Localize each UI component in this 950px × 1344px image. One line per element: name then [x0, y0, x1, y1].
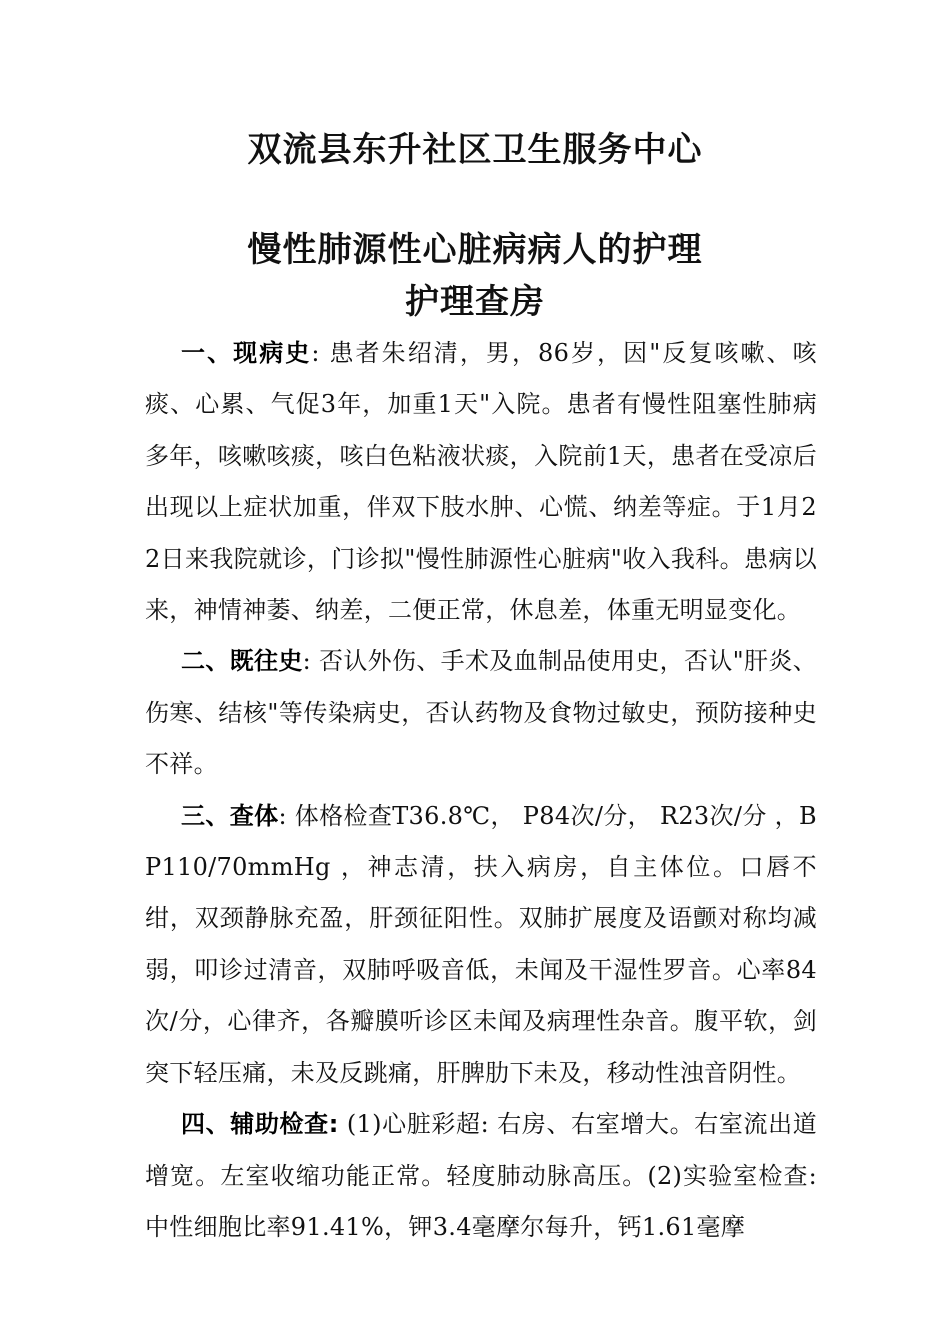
section-present-illness: [145, 328, 817, 636]
section-text: : 患者朱绍清，男，86岁，因"反复咳嗽、咳痰、心累、气促3年，加重1天"入院。患者有慢性阻塞性肺病多年，咳嗽咳痰，咳白色粘液状痰，入院前1天，患者在受凉后出现以上症状加重，伴双下肢水肿、心慌、纳差等症。于1月22日来我院就诊，门诊拟"慢性肺源性心脏病"收入我科。患病以来，神情神萎、纳差，二便正常，休息差，体重无明显变化。: [145, 339, 817, 625]
document-subtitle-2: 护理查房: [405, 282, 545, 322]
document-title: 双流县东升社区卫生服务中心: [247, 130, 703, 170]
section-text: : 否认外伤、手术及血制品使用史，否认"肝炎、伤寒、结核"等传染病史，否认药物及食物过敏史，预防接种史不祥。: [145, 647, 818, 779]
section-heading: 四、辅助检查:: [181, 1110, 339, 1139]
section-physical-exam: [145, 791, 817, 1099]
section-auxiliary-exam: [145, 1099, 817, 1253]
document-body: [145, 328, 817, 1253]
document-subtitle: 慢性肺源性心脏病病人的护理: [247, 230, 703, 270]
section-heading: 三、查体: [181, 801, 279, 830]
section-text: : 体格检查T36.8℃， P84次/分， R23次/分 ，BP110/70mmHg ，神志清，扶入病房，自主体位。口唇不绀，双颈静脉充盈，肝颈征阳性。双肺扩展度及语颤对称均减弱，叩诊过清音，双肺呼吸音低，未闻及干湿性罗音。心率84次/分，心律齐，各瓣膜听诊区未闻及病理性杂音。腹平软，剑突下轻压痛，未及反跳痛，肝脾肋下未及，移动性浊音阴性。: [145, 801, 817, 1087]
section-past-history: [145, 636, 817, 790]
section-heading: 二、既往史: [181, 647, 303, 676]
section-text: (1)心脏彩超: 右房、右室增大。右室流出道增宽。左室收缩功能正常。轻度肺动脉高压。(2)实验室检查: 中性细胞比率91.41%，钾3.4毫摩尔每升，钙1.61毫摩: [145, 1110, 817, 1241]
section-heading: 一、现病史: [181, 339, 312, 367]
